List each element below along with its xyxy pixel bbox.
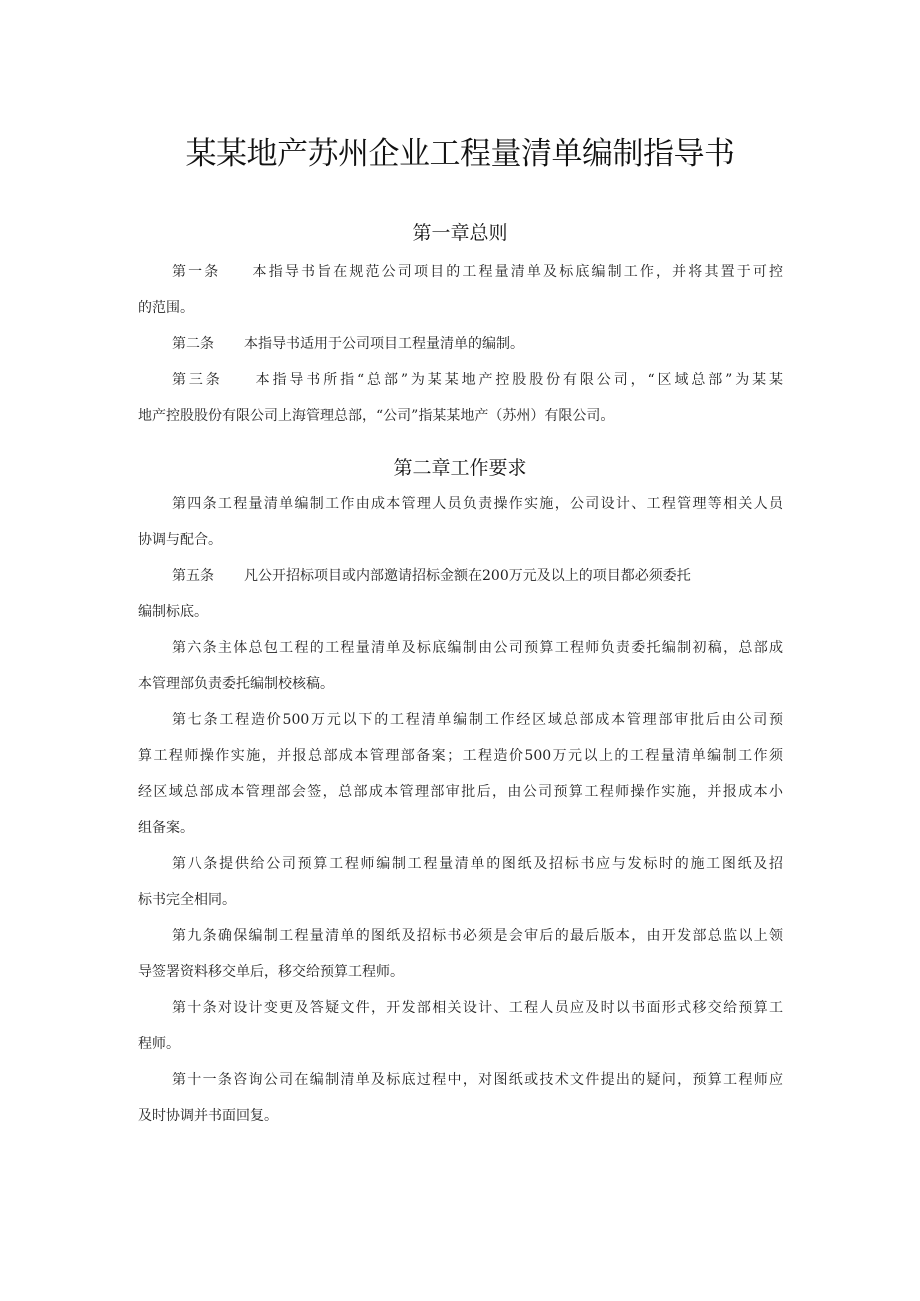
article-9-line-2: 导签署资料移交单后，移交给预算工程师。 xyxy=(138,964,404,980)
article-7-line-4: 组备案。 xyxy=(138,820,194,836)
document-title: 某某地产苏州企业工程量清单编制指导书 xyxy=(185,136,735,172)
article-7 xyxy=(138,702,783,846)
article-4 xyxy=(138,486,783,558)
article-7-line-1: 第七条工程造价500万元以下的工程清单编制工作经区域总部成本管理部审批后由公司预 xyxy=(172,712,783,728)
article-text: 凡公开招标项目或内部邀请招标金额在200万元及以上的项目都必须委托 xyxy=(244,568,691,584)
article-8-line-2: 标书完全相同。 xyxy=(138,892,236,908)
article-11-line-2: 及时协调并书面回复。 xyxy=(138,1108,278,1124)
article-3-line-2: 地产控股股份有限公司上海管理总部，“公司”指某某地产（苏州）有限公司。 xyxy=(138,408,615,424)
article-8-line-1: 第八条提供给公司预算工程师编制工程量清单的图纸及招标书应与发标时的施工图纸及招 xyxy=(172,856,783,872)
article-1 xyxy=(138,254,783,326)
article-label: 第二条 xyxy=(172,336,214,352)
article-10-line-2: 程师。 xyxy=(138,1036,180,1052)
article-2 xyxy=(138,326,783,362)
article-1-line-1 xyxy=(138,254,783,290)
article-label: 第一条 xyxy=(172,264,221,280)
article-11 xyxy=(138,1062,783,1134)
article-11-line-1: 第十一条咨询公司在编制清单及标底过程中，对图纸或技术文件提出的疑问，预算工程师应 xyxy=(172,1072,783,1088)
article-1-line-2: 的范围。 xyxy=(138,300,194,316)
article-5-line-2: 编制标底。 xyxy=(138,604,208,620)
article-label: 第三条 xyxy=(172,372,223,388)
article-text: 本指导书所指“总部”为某某地产控股股份有限公司，“区域总部”为某某 xyxy=(252,372,783,388)
article-9-line-1: 第九条确保编制工程量清单的图纸及招标书必须是会审后的最后版本，由开发部总监以上领 xyxy=(172,928,783,944)
article-7-line-2: 算工程师操作实施，并报总部成本管理部备案；工程造价500万元以上的工程量清单编制工作须 xyxy=(138,748,783,764)
article-5 xyxy=(138,558,783,630)
article-8 xyxy=(138,846,783,918)
article-3-line-1 xyxy=(138,362,783,398)
article-label: 第五条 xyxy=(172,568,214,584)
chapter-heading-1: 第一章总则 xyxy=(412,222,508,244)
article-7-line-3: 经区域总部成本管理部会签，总部成本管理部审批后，由公司预算工程师操作实施，并报成本小 xyxy=(138,784,783,800)
article-4-line-2: 协调与配合。 xyxy=(138,532,222,548)
article-2-line-1 xyxy=(138,326,783,362)
article-6-line-1: 第六条主体总包工程的工程量清单及标底编制由公司预算工程师负责委托编制初稿，总部成 xyxy=(172,640,783,656)
article-10-line-1: 第十条对设计变更及答疑文件，开发部相关设计、工程人员应及时以书面形式移交给预算工 xyxy=(172,1000,783,1016)
article-9 xyxy=(138,918,783,990)
article-4-line-1: 第四条工程量清单编制工作由成本管理人员负责操作实施，公司设计、工程管理等相关人员 xyxy=(172,496,783,512)
article-text: 本指导书适用于公司项目工程量清单的编制。 xyxy=(244,336,524,352)
chapter-heading-2: 第二章工作要求 xyxy=(393,457,527,479)
article-text: 本指导书旨在规范公司项目的工程量清单及标底编制工作，并将其置于可控 xyxy=(250,264,783,280)
article-6-line-2: 本管理部负责委托编制校核稿。 xyxy=(138,676,334,692)
article-10 xyxy=(138,990,783,1062)
article-3 xyxy=(138,362,783,434)
article-5-line-1 xyxy=(138,558,783,594)
article-6 xyxy=(138,630,783,702)
